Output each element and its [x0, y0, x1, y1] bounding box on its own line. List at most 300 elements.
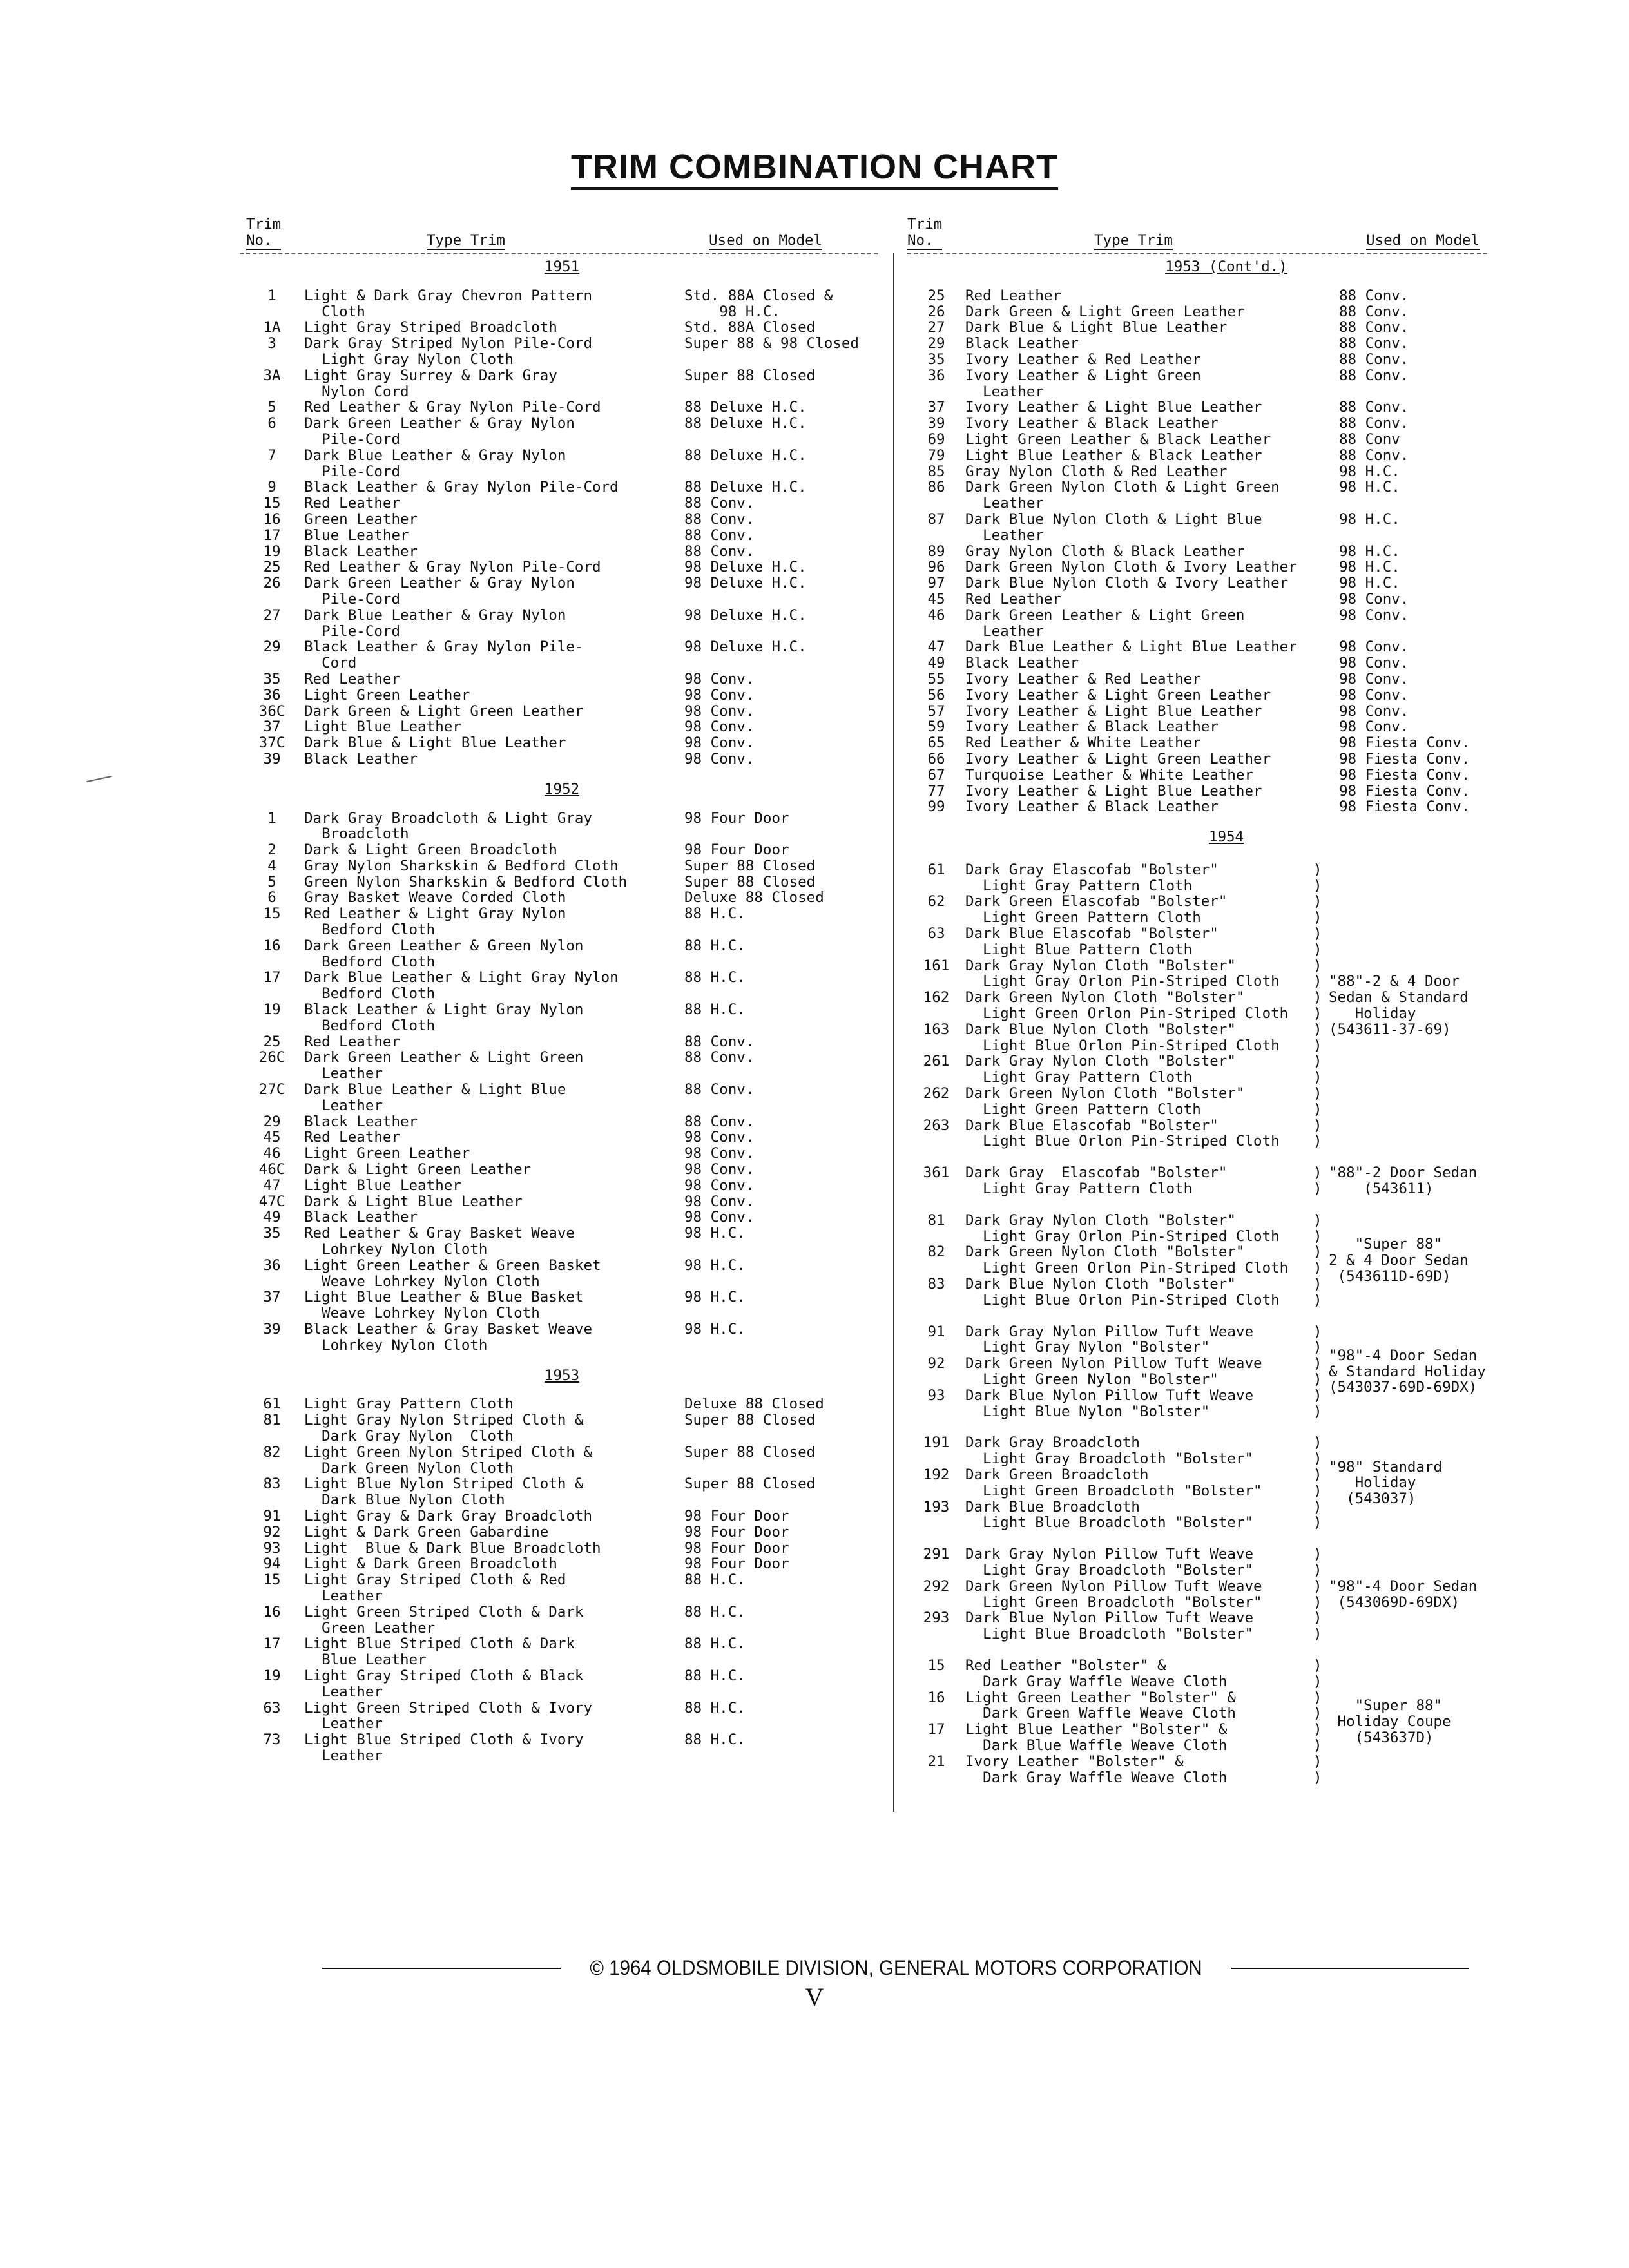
used-on-model: 88 H.C.: [684, 1001, 746, 1019]
table-row: [240, 1524, 884, 1541]
type-trim: Ivory Leather "Bolster" & Dark Gray Waffle Weave Cloth: [965, 1753, 1228, 1786]
trim-number: 59: [927, 718, 945, 736]
trim-number: 292: [923, 1577, 950, 1595]
type-trim: Dark & Light Green Broadcloth: [304, 841, 557, 859]
type-trim: Ivory Leather & Red Leather: [965, 670, 1201, 687]
trim-number: 161: [923, 957, 950, 974]
used-on-model: 88 Conv.: [1339, 287, 1409, 304]
trim-number: 96: [927, 559, 945, 576]
trim-number: 46: [927, 606, 945, 624]
type-trim: Black Leather & Gray Nylon Pile-Cord: [304, 479, 619, 496]
table-row: [240, 1258, 884, 1290]
type-trim: Black Leather & Light Gray Nylon Bedford Cloth: [304, 1001, 584, 1034]
type-trim: Red Leather & Light Gray Nylon Bedford Cloth: [304, 905, 566, 939]
type-trim: Dark Green Leather & Gray Nylon Pile-Cord: [304, 415, 575, 448]
trim-number: 9: [267, 479, 276, 496]
table-row: [907, 655, 1545, 671]
type-trim: Dark Blue & Light Blue Leather: [965, 319, 1228, 336]
trim-number: 94: [263, 1555, 281, 1573]
type-trim: Black Leather: [304, 543, 418, 560]
used-on-model: 88 Conv.: [684, 1049, 755, 1066]
table-row: [907, 751, 1545, 767]
used-on-model: 98 Fiesta Conv.: [1339, 735, 1470, 752]
table-row: [240, 671, 884, 687]
type-trim: Dark Blue Nylon Cloth & Light Blue Leather: [965, 510, 1262, 544]
type-trim: Red Leather & White Leather: [965, 735, 1201, 752]
bracket-marks: ) ): [1313, 1434, 1322, 1468]
trim-number: 46: [263, 1145, 281, 1162]
type-trim: Dark Gray Broadcloth & Light Gray Broadcloth: [304, 809, 593, 843]
type-trim: Red Leather: [304, 1129, 401, 1146]
used-on-model: 98 Conv.: [1339, 718, 1409, 736]
bracket-marks: ) ): [1313, 1021, 1322, 1054]
used-on-model: 98 Conv.: [1339, 686, 1409, 704]
trim-number: 15: [263, 495, 281, 512]
trim-number: 36: [927, 367, 945, 384]
type-trim: Dark Green Nylon Cloth "Bolster" Light Green Orlon Pin-Striped Cloth: [965, 989, 1289, 1023]
trim-number: 6: [267, 415, 276, 432]
table-row: [240, 874, 884, 890]
header-rule: [240, 253, 878, 254]
type-trim: Green Leather: [304, 510, 418, 528]
type-trim: Ivory Leather & Light Blue Leather: [965, 782, 1262, 800]
table-row: [240, 1732, 884, 1764]
bracket-marks: ) ): [1313, 989, 1322, 1023]
trim-number: 69: [927, 430, 945, 448]
table-row: [907, 735, 1545, 751]
bracket-marks: ) ): [1313, 1753, 1322, 1786]
used-on-model: 98 Conv.: [684, 1145, 755, 1162]
trim-number: 4: [267, 857, 276, 874]
bracket-marks: ) ): [1313, 1276, 1322, 1309]
used-on-model: 88 Conv.: [684, 1033, 755, 1050]
bracket-marks: ) ): [1313, 1721, 1322, 1754]
trim-number: 63: [263, 1699, 281, 1716]
type-trim: Ivory Leather & Light Green Leather: [965, 750, 1271, 767]
table-row: [907, 1324, 1329, 1356]
type-trim: Red Leather: [304, 670, 401, 687]
trim-number: 29: [263, 639, 281, 656]
used-on-model: 98 H.C.: [684, 1321, 746, 1338]
trim-number: 5: [267, 873, 276, 890]
type-trim: Light Green Leather: [304, 686, 470, 704]
used-on-model: Super 88 Closed: [684, 873, 816, 890]
trim-number: 263: [923, 1117, 950, 1134]
trim-number: 45: [927, 590, 945, 608]
used-on-model: 98 H.C.: [1339, 575, 1400, 592]
type-trim: Red Leather & Gray Nylon Pile-Cord: [304, 399, 601, 416]
trim-number: 82: [927, 1244, 945, 1261]
type-trim: Dark Green Nylon Cloth & Light Green Leather: [965, 479, 1280, 512]
bracket-marks: ) ): [1313, 1657, 1322, 1690]
type-trim: Light Blue Leather "Bolster" & Dark Blue Waffle Weave Cloth: [965, 1721, 1228, 1754]
trim-number: 19: [263, 543, 281, 560]
table-row: [907, 799, 1545, 815]
table-row: [240, 1289, 884, 1321]
type-trim: Dark Green & Light Green Leather: [965, 303, 1245, 320]
used-on-model: 88 H.C.: [684, 937, 746, 954]
type-trim: Dark Green Broadcloth Light Green Broadcloth "Bolster": [965, 1466, 1262, 1499]
table-row: [907, 687, 1545, 704]
table-row: [907, 1022, 1329, 1054]
type-trim: Ivory Leather & Light Green Leather: [965, 367, 1201, 400]
type-trim: Green Nylon Sharkskin & Bedford Cloth: [304, 873, 628, 890]
type-trim: Dark & Light Green Leather: [304, 1161, 532, 1178]
used-on-model: 98 H.C.: [684, 1289, 746, 1306]
trim-number: 81: [263, 1412, 281, 1429]
trim-number: 5: [267, 399, 276, 416]
table-row: [907, 1610, 1329, 1642]
table-row: [907, 1053, 1329, 1086]
table-row: [907, 1213, 1329, 1245]
bracket-marks: ) ): [1313, 1610, 1322, 1643]
used-on-model: 98 Four Door: [684, 809, 789, 827]
bracket-marks: ) ): [1313, 1546, 1322, 1579]
trim-group: [907, 1165, 1545, 1197]
type-trim: Black Leather: [965, 335, 1079, 352]
type-trim: Light Gray Striped Cloth & Black Leather: [304, 1667, 584, 1700]
used-on-model: 98 H.C.: [1339, 510, 1400, 528]
trim-number: 97: [927, 575, 945, 592]
table-row: [907, 320, 1545, 336]
table-row: [240, 320, 884, 336]
trim-group: [907, 862, 1545, 1149]
trim-number: 19: [263, 1667, 281, 1684]
used-on-model: 98 Four Door: [684, 841, 789, 859]
table-row: [907, 399, 1545, 416]
footer-rule-right: [1231, 1968, 1470, 1969]
trim-number: 1A: [263, 319, 281, 336]
group-model: "98"-4 Door Sedan (543069D-69DX): [1329, 1577, 1478, 1611]
trim-number: 35: [263, 1225, 281, 1242]
trim-number: 85: [927, 463, 945, 480]
table-row: [240, 575, 884, 608]
table-row: [240, 1146, 884, 1162]
trim-number: 21: [927, 1753, 945, 1770]
trim-number: 15: [263, 905, 281, 923]
section-year: 1953 (Cont'd.): [1165, 258, 1287, 275]
type-trim: Light Green Leather & Black Leather: [965, 430, 1271, 448]
table-row: [907, 783, 1545, 800]
used-on-model: 88 Deluxe H.C.: [684, 415, 807, 432]
group-rows: [907, 862, 1329, 1149]
table-row: [907, 416, 1545, 432]
table-row: [240, 1572, 884, 1604]
header-trim-no: Trim No.: [907, 216, 943, 249]
type-trim: Light & Dark Green Broadcloth: [304, 1555, 557, 1573]
bracket-marks: ) ): [1313, 1689, 1322, 1722]
used-on-model: 88 Conv.: [684, 510, 755, 528]
table-row: [907, 448, 1545, 464]
used-on-model: Super 88 Closed: [684, 367, 816, 384]
used-on-model: Super 88 & 98 Closed: [684, 335, 859, 352]
used-on-model: 98 Conv.: [684, 1209, 755, 1226]
trim-number: 35: [263, 670, 281, 687]
group-rows: [907, 1324, 1329, 1420]
trim-number: 49: [263, 1209, 281, 1226]
used-on-model: 98 H.C.: [1339, 543, 1400, 560]
used-on-model: 98 Conv.: [684, 670, 755, 687]
used-on-model: 98 Deluxe H.C.: [684, 559, 807, 576]
group-rows: [907, 1546, 1329, 1642]
footer-copyright: © 1964 OLDSMOBILE DIVISION, GENERAL MOTORS CORPORATION: [589, 1956, 1202, 1979]
type-trim: Dark Green Nylon Cloth "Bolster" Light Green Pattern Cloth: [965, 1085, 1245, 1118]
used-on-model: 88 Conv.: [1339, 351, 1409, 368]
trim-number: 25: [927, 287, 945, 304]
left-column: [240, 216, 884, 1764]
page-number: V: [805, 1983, 824, 2012]
table-row: [907, 704, 1545, 720]
table-row: [240, 1321, 884, 1354]
trim-number: 293: [923, 1610, 950, 1627]
trim-number: 61: [927, 861, 945, 878]
trim-number: 29: [263, 1113, 281, 1130]
table-row: [907, 990, 1329, 1022]
group-gap: [907, 1197, 1545, 1209]
table-row: [907, 591, 1545, 608]
bracket-marks: ) ): [1313, 1164, 1322, 1198]
used-on-model: 98 Fiesta Conv.: [1339, 782, 1470, 800]
table-row: [907, 1658, 1329, 1690]
group-model: "88"-2 & 4 Door Sedan & Standard Holiday (543611-37-69): [1329, 973, 1469, 1038]
type-trim: Light & Dark Gray Chevron Pattern Cloth: [304, 287, 593, 320]
type-trim: Ivory Leather & Light Blue Leather: [965, 702, 1262, 720]
used-on-model: 98 Conv.: [684, 702, 755, 720]
used-on-model: 88 H.C.: [684, 1571, 746, 1589]
used-on-model: 98 Conv.: [684, 1177, 755, 1194]
type-trim: Dark Gray Nylon Cloth "Bolster" Light Gray Orlon Pin-Striped Cloth: [965, 957, 1280, 990]
table-row: [240, 336, 884, 368]
bracket-marks: ) ): [1313, 1577, 1322, 1611]
used-on-model: 98 Conv.: [684, 735, 755, 752]
trim-number: 27: [263, 606, 281, 624]
table-row: [907, 719, 1545, 735]
used-on-model: 98 H.C.: [1339, 463, 1400, 480]
type-trim: Dark Green Leather & Gray Nylon Pile-Cord: [304, 575, 575, 608]
table-row: [240, 1194, 884, 1210]
table-row: [240, 1541, 884, 1557]
trim-number: 99: [927, 798, 945, 816]
table-row: [907, 575, 1545, 591]
type-trim: Dark Green Nylon Pillow Tuft Weave Light Green Broadcloth "Bolster": [965, 1577, 1262, 1611]
section-gap: [907, 276, 1545, 288]
trim-number: 61: [263, 1396, 281, 1413]
type-trim: Light Green Striped Cloth & Ivory Leather: [304, 1699, 593, 1733]
table-row: [907, 352, 1545, 368]
trim-number: 37: [263, 1289, 281, 1306]
table-row: [240, 479, 884, 495]
table-row: [907, 1499, 1329, 1532]
trim-number: 83: [927, 1276, 945, 1293]
table-row: [240, 1178, 884, 1194]
used-on-model: 98 Conv.: [1339, 639, 1409, 656]
used-on-model: 88 Conv.: [1339, 367, 1409, 384]
bracket-marks: ) ): [1313, 1323, 1322, 1356]
table-row: [240, 1002, 884, 1034]
trim-number: 17: [263, 526, 281, 544]
type-trim: Black Leather: [965, 655, 1079, 672]
table-row: [907, 432, 1545, 448]
table-row: [907, 368, 1545, 400]
trim-number: 93: [263, 1539, 281, 1557]
type-trim: Light Green Leather: [304, 1145, 470, 1162]
footer: [322, 1956, 1469, 1980]
bracket-marks: ) ): [1313, 1355, 1322, 1388]
trim-number: 46C: [258, 1161, 285, 1178]
trim-number: 92: [263, 1523, 281, 1541]
trim-number: 45: [263, 1129, 281, 1146]
used-on-model: Super 88 Closed: [684, 1475, 816, 1493]
table-row: [907, 1435, 1329, 1467]
trim-number: 73: [263, 1731, 281, 1749]
stray-mark: [86, 776, 112, 782]
used-on-model: 98 Fiesta Conv.: [1339, 766, 1470, 783]
type-trim: Red Leather: [304, 1033, 401, 1050]
type-trim: Dark Blue Nylon Cloth "Bolster" Light Blue Orlon Pin-Striped Cloth: [965, 1021, 1280, 1054]
type-trim: Light Gray Striped Broadcloth: [304, 319, 557, 336]
table-row: [240, 544, 884, 560]
type-trim: Dark Blue Nylon Cloth & Ivory Leather: [965, 575, 1289, 592]
type-trim: Light Gray & Dark Gray Broadcloth: [304, 1507, 593, 1524]
used-on-model: 98 Conv.: [684, 686, 755, 704]
trim-number: 57: [927, 702, 945, 720]
used-on-model: 88 Conv.: [684, 543, 755, 560]
used-on-model: Super 88 Closed: [684, 857, 816, 874]
section-gap: [240, 1354, 884, 1365]
type-trim: Dark Green Nylon Cloth "Bolster" Light Green Orlon Pin-Striped Cloth: [965, 1244, 1289, 1277]
table-row: [907, 608, 1545, 640]
type-trim: Black Leather: [304, 1209, 418, 1226]
used-on-model: 88 Conv.: [1339, 335, 1409, 352]
type-trim: Black Leather: [304, 1113, 418, 1130]
trim-number: 89: [927, 543, 945, 560]
type-trim: Light Gray Nylon Striped Cloth & Dark Gray Nylon Cloth: [304, 1412, 584, 1445]
trim-number: 291: [923, 1546, 950, 1563]
trim-number: 17: [927, 1721, 945, 1738]
type-trim: Light Blue Leather: [304, 1177, 461, 1194]
type-trim: Gray Nylon Cloth & Red Leather: [965, 463, 1228, 480]
trim-group: [907, 1658, 1545, 1785]
trim-number: 17: [263, 1635, 281, 1653]
trim-number: 27C: [258, 1081, 285, 1099]
table-row: [240, 1604, 884, 1637]
type-trim: Dark Gray Elascofab "Bolster" Light Gray Pattern Cloth: [965, 1164, 1228, 1198]
trim-number: 16: [263, 510, 281, 528]
group-model: "98" Standard Holiday (543037): [1329, 1458, 1443, 1508]
type-trim: Dark Blue Broadcloth Light Blue Broadcloth "Bolster": [965, 1498, 1254, 1532]
type-trim: Dark & Light Blue Leather: [304, 1193, 523, 1210]
table-row: [240, 1700, 884, 1733]
table-row: [240, 704, 884, 720]
group-rows: [907, 1213, 1329, 1309]
section-year: 1952: [544, 780, 580, 798]
type-trim: Ivory Leather & Red Leather: [965, 351, 1201, 368]
trim-number: 36: [263, 686, 281, 704]
trim-number: 193: [923, 1498, 950, 1515]
type-trim: Light Gray Pattern Cloth: [304, 1396, 514, 1413]
trim-number: 361: [923, 1164, 950, 1182]
type-trim: Dark Gray Elascofab "Bolster" Light Gray Pattern Cloth: [965, 861, 1219, 894]
type-trim: Blue Leather: [304, 526, 409, 544]
trim-number: 67: [927, 766, 945, 783]
table-row: [240, 1162, 884, 1178]
trim-number: 3: [267, 335, 276, 352]
used-on-model: 98 Four Door: [684, 1507, 789, 1524]
type-trim: Dark Gray Nylon Cloth "Bolster" Light Gray Pattern Cloth: [965, 1053, 1236, 1086]
table-row: [907, 1690, 1329, 1722]
type-trim: Ivory Leather & Light Blue Leather: [965, 399, 1262, 416]
trim-number: 36: [263, 1256, 281, 1274]
bracket-marks: ) ): [1313, 1085, 1322, 1118]
table-row: [907, 862, 1329, 894]
table-row: [240, 1050, 884, 1082]
type-trim: Dark Blue Leather & Light Blue Leather: [965, 639, 1297, 656]
trim-number: 39: [927, 415, 945, 432]
trim-number: 79: [927, 447, 945, 464]
type-trim: Gray Nylon Sharkskin & Bedford Cloth: [304, 857, 619, 874]
type-trim: Red Leather: [965, 287, 1062, 304]
right-column: [907, 216, 1545, 1785]
type-trim: Dark Gray Nylon Pillow Tuft Weave Light Gray Broadcloth "Bolster": [965, 1546, 1254, 1579]
type-trim: Dark Green Leather & Light Green Leather: [965, 606, 1245, 640]
used-on-model: 88 H.C.: [684, 969, 746, 986]
type-trim: Light Green Striped Cloth & Dark Green Leather: [304, 1603, 584, 1637]
used-on-model: 88 H.C.: [684, 1699, 746, 1716]
table-row: [240, 559, 884, 575]
type-trim: Red Leather "Bolster" & Dark Gray Waffle Weave Cloth: [965, 1657, 1228, 1690]
trim-number: 27: [927, 319, 945, 336]
table-row: [240, 1476, 884, 1508]
trim-number: 66: [927, 750, 945, 767]
bracket-marks: ) ): [1313, 861, 1322, 894]
group-model: "Super 88" 2 & 4 Door Sedan (543611D-69D): [1329, 1236, 1469, 1285]
group-rows: [907, 1165, 1329, 1197]
table-row: [240, 448, 884, 480]
type-trim: Red Leather & Gray Nylon Pile-Cord: [304, 559, 601, 576]
table-row: [240, 416, 884, 448]
trim-group: [907, 1213, 1545, 1309]
trim-number: 82: [263, 1443, 281, 1461]
table-row: [907, 479, 1545, 512]
used-on-model: 98 Four Door: [684, 1555, 789, 1573]
used-on-model: 88 Conv.: [684, 1113, 755, 1130]
trim-number: 16: [263, 1603, 281, 1620]
table-row: [240, 399, 884, 416]
section-year: 1953: [544, 1367, 580, 1384]
type-trim: Light Blue Leather & Blue Basket Weave Lohrkey Nylon Cloth: [304, 1289, 584, 1322]
used-on-model: Std. 88A Closed: [684, 319, 816, 336]
type-trim: Dark Blue Leather & Gray Nylon Pile-Cord: [304, 447, 566, 480]
used-on-model: 88 H.C.: [684, 1603, 746, 1620]
table-row: [240, 288, 884, 320]
type-trim: Dark Green Elascofab "Bolster" Light Green Pattern Cloth: [965, 893, 1228, 927]
table-row: [907, 639, 1545, 655]
table-row: [907, 288, 1545, 304]
type-trim: Light Gray Surrey & Dark Gray Nylon Cord: [304, 367, 557, 400]
table-row: [240, 512, 884, 528]
type-trim: Dark Blue Nylon Pillow Tuft Weave Light Blue Broadcloth "Bolster": [965, 1610, 1254, 1643]
table-row: [240, 842, 884, 858]
table-row: [240, 1082, 884, 1114]
table-row: [240, 1209, 884, 1225]
trim-number: 62: [927, 893, 945, 910]
trim-number: 39: [263, 1321, 281, 1338]
used-on-model: 88 Conv.: [1339, 415, 1409, 432]
trim-number: 55: [927, 670, 945, 687]
header-used-on-model: Used on Model: [709, 232, 823, 249]
trim-number: 15: [927, 1657, 945, 1674]
table-row: [240, 938, 884, 970]
